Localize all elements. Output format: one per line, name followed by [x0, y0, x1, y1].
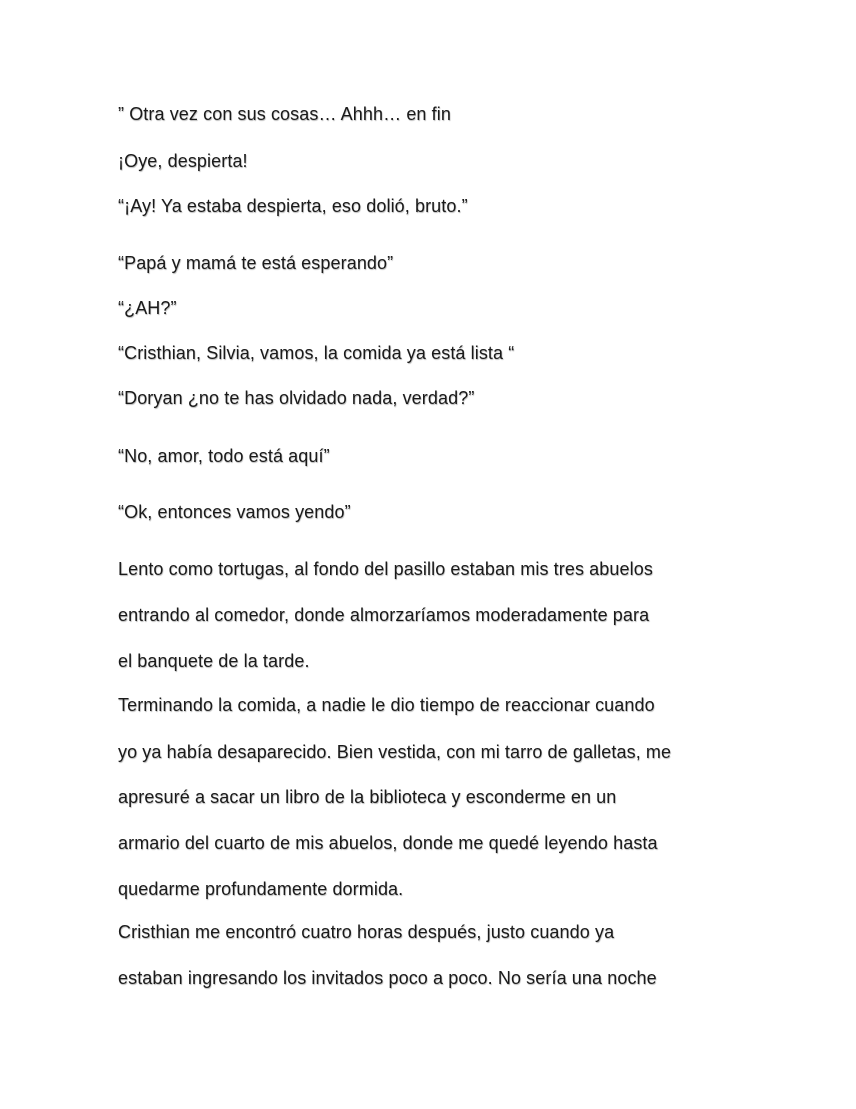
dialogue-line: “No, amor, todo está aquí” [118, 446, 330, 466]
paragraph-line: Lento como tortugas, al fondo del pasillo estaban mis tres abuelos [118, 559, 653, 579]
dialogue-line: “¡Ay! Ya estaba despierta, eso dolió, bruto.” [118, 196, 468, 216]
dialogue-line: ¡Oye, despierta! [118, 151, 248, 171]
paragraph-line: Cristhian me encontró cuatro horas después, justo cuando ya [118, 922, 615, 942]
paragraph-line: quedarme profundamente dormida. [118, 879, 404, 899]
dialogue-line: “¿AH?” [118, 298, 177, 318]
dialogue-line: “Papá y mamá te está esperando” [118, 253, 394, 273]
paragraph-line: apresuré a sacar un libro de la biblioteca y esconderme en un [118, 787, 617, 807]
dialogue-line: “Ok, entonces vamos yendo” [118, 502, 351, 522]
dialogue-line: “Cristhian, Silvia, vamos, la comida ya está lista “ [118, 343, 515, 363]
paragraph-line: estaban ingresando los invitados poco a poco. No sería una noche [118, 968, 657, 988]
paragraph-line: armario del cuarto de mis abuelos, donde me quedé leyendo hasta [118, 833, 658, 853]
paragraph-line: entrando al comedor, donde almorzaríamos moderadamente para [118, 605, 650, 625]
paragraph-line: el banquete de la tarde. [118, 651, 310, 671]
dialogue-line: ” Otra vez con sus cosas… Ahhh… en fin [118, 104, 451, 124]
paragraph-line: yo ya había desaparecido. Bien vestida, con mi tarro de galletas, me [118, 742, 672, 762]
dialogue-line: “Doryan ¿no te has olvidado nada, verdad?” [118, 388, 475, 408]
paragraph-line: Terminando la comida, a nadie le dio tiempo de reaccionar cuando [118, 695, 655, 715]
